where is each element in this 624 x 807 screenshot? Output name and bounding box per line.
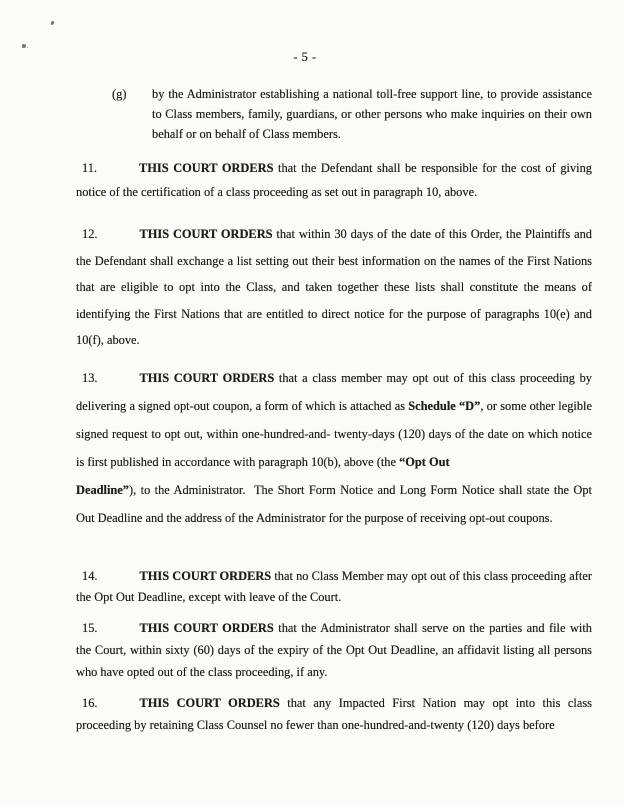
text-run: ), to the Administrator. The Short Form Notice and Long Form Notice shall state the Opt Out Deadline and the address of the Administrator for the purpose of receiving opt-out coupons. (76, 483, 592, 525)
bold-text-run: THIS COURT ORDERS (139, 371, 275, 385)
text-run: that within 30 days of the date of this Order, the Plaintiffs and the Defendant shall exchange a list setting out their best information on the names of the First Nations that are eligible to opt into the Class, and taken together these lists shall constitute the means of identifying the First Nations that are entitled to direct notice for the purpose of paragraphs 10(e) and 10(f), above. (76, 227, 592, 347)
order-paragraph-15 (76, 617, 592, 683)
paragraph-number: 15. (82, 621, 98, 635)
bold-text-run: THIS COURT ORDERS (139, 621, 274, 635)
subparagraph-text (152, 84, 592, 144)
order-paragraph-16 (76, 692, 592, 736)
paragraph-number: 13. (82, 371, 98, 385)
text-run: that any Impacted First Nation may opt into this class proceeding by retaining Class Counsel no fewer than one-hundred-and-twenty (120) days before (76, 696, 592, 732)
bold-text-run: THIS COURT ORDERS (139, 161, 274, 175)
order-paragraph-13 (76, 364, 592, 532)
text-run: by the Administrator establishing a national toll-free support line, to provide assistance to Class members, family, guardians, or other persons who make inquiries on their own behalf or on behalf of Class members. (152, 87, 592, 141)
text-run: , or some other legible signed request to opt out, within one-hundred-and- twenty-days (120) days of the date on which notice is first published in accordance with paragraph 10(b), above (the (76, 399, 592, 469)
subparagraph-g (112, 84, 592, 144)
page-number: - 5 - (293, 50, 317, 64)
subparagraph-label: (g) (112, 87, 127, 101)
bold-text-run: THIS COURT ORDERS (139, 696, 280, 710)
paragraph-number: 16. (82, 696, 98, 710)
bold-text-run: “Opt Out (399, 455, 450, 469)
order-paragraph-11 (76, 156, 592, 204)
text-run: that no Class Member may opt out of this class proceeding after the Opt Out Deadline, except with leave of the Court. (76, 569, 592, 604)
text-run: that a class member may opt out of this class proceeding by delivering a signed opt-out coupon, a form of which is attached as (76, 371, 592, 413)
bold-text-run: THIS COURT ORDERS (139, 569, 272, 583)
text-run: that the Defendant shall be responsible for the cost of giving notice of the certification of a class proceeding as set out in paragraph 10, above. (76, 161, 592, 199)
bold-text-run: Deadline” (76, 483, 130, 497)
paragraph-number: 12. (82, 227, 98, 241)
order-paragraph-14 (76, 566, 592, 608)
order-paragraph-12 (76, 221, 592, 354)
text-run: that the Administrator shall serve on the parties and file with the Court, within sixty (60) days of the expiry of the Opt Out Deadline, an affidavit listing all persons who have opted out of the class proceeding, if any. (76, 621, 592, 679)
scan-artifact (50, 21, 54, 26)
paragraph-number: 11. (82, 161, 98, 175)
paragraph-number: 14. (82, 569, 98, 583)
scan-artifact (22, 44, 27, 49)
bold-text-run: THIS COURT ORDERS (139, 227, 273, 241)
bold-text-run: Schedule “D” (408, 399, 481, 413)
